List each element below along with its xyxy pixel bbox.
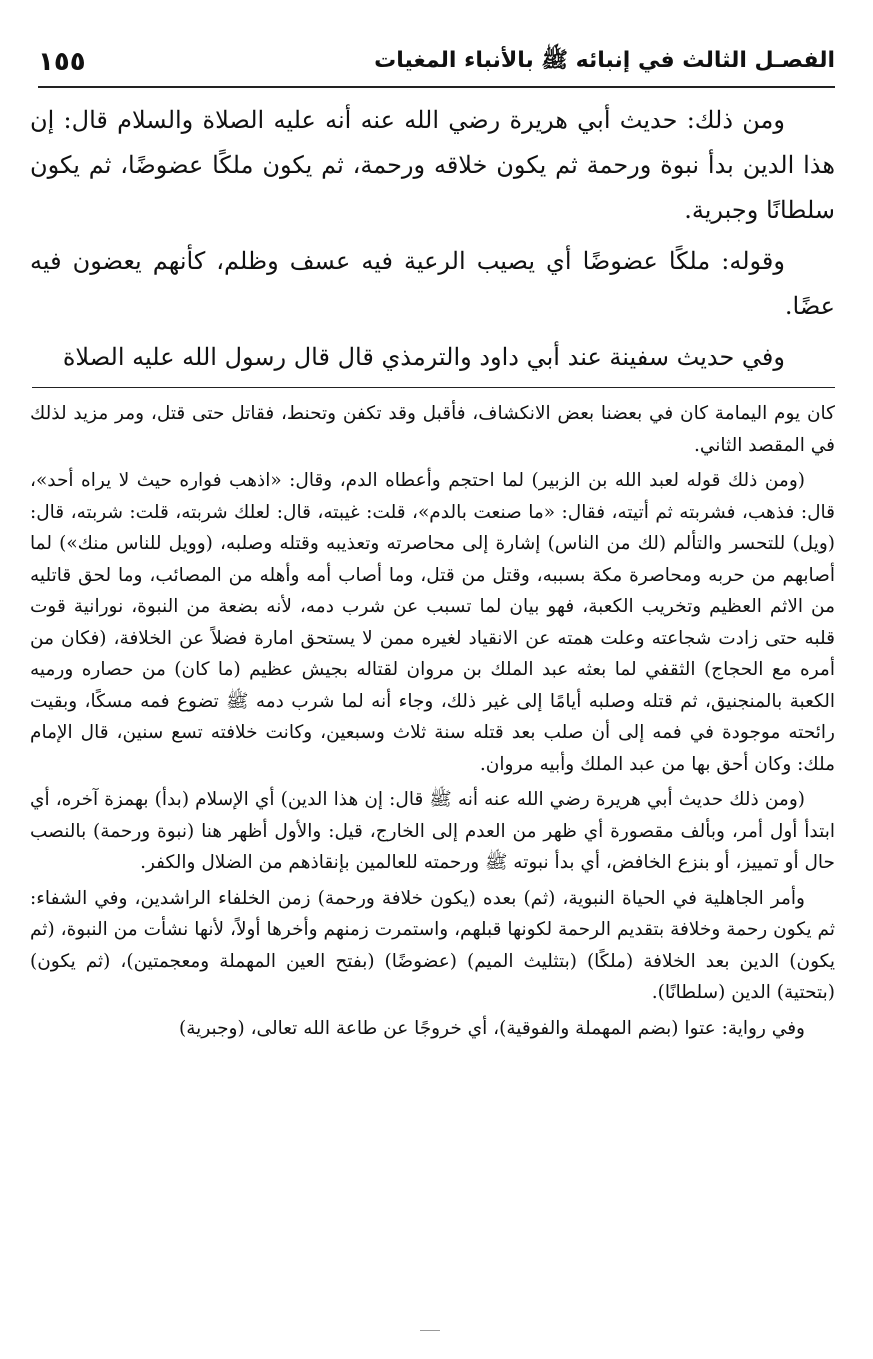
footnotes [30,398,835,1044]
chapter-title: الفصـل الثالث في إنبائه ﷺ بالأنباء المغيات [374,48,835,73]
footnote-paragraph: وأمر الجاهلية في الحياة النبوية، (ثم) بعده (يكون خلافة ورحمة) زمن الخلفاء الراشدين، وفي الشفاء: ثم يكون رحمة وخلافة بتقديم الرحمة لكونها قبلهم، واستمرت زمنهم وأخرها أولاً، لأنها نشأت من النبوة، (ثم يكون) الدين بعد الخلافة (ملكًا) (بتثليث الميم) (عضوضًا) (بفتح العين المهملة ومعجمتين)، (ثم يكون) (بتحتية) الدين (سلطانًا). [30,887,835,1003]
footnote-paragraph: كان يوم اليمامة كان في بعضنا بعض الانكشاف، فأقبل وقد تكفن وتحنط، فقاتل حتى قتل، ومر مزيد لذلك في المقصد الثاني. [30,403,835,456]
page-header [38,38,835,88]
main-text [30,98,835,380]
page-number: ١٥٥ [38,47,86,77]
footnote-paragraph: وفي رواية: عتوا (بضم المهملة والفوقية)، أي خروجًا عن طاعة الله تعالى، (وجبرية) [179,1017,805,1039]
footnote-paragraph: (ومن ذلك قوله لعبد الله بن الزبير) لما احتجم وأعطاه الدم، وقال: «اذهب فواره حيث لا يراه أحد»، قال: فذهب، فشربته ثم أتيته، فقال: «ما صنعت بالدم»، قلت: غيبته، قال: لعلك شربته، قلت: شربته، قال: (ويل) للتحسر والتألم (لك من الناس) إشارة إلى محاصرته وتعذيبه وقتله وصلبه، (وويل للناس منك») لما أصابهم من حربه ومحاصرة مكة بسببه، وقتل من قتل، وما أصاب أمه وأهله من المصائب، وما لحق قاتليه من الاثم العظيم وتخريب الكعبة، فهو بيان لما تسبب عن شرب دمه، لأنه بضعة من النبوة، نورانية قوت قلبه حتى زادت شجاعته وعلت همته عن الانقياد لغيره ممن لا يستحق امارة فضلاً عن الخلافة، (فكان من أمره مع الحجاج) الثقفي لما بعثه عبد الملك بن مروان لقتاله بجيش عظيم (ما كان) من حصاره ورميه الكعبة بالمنجنيق، ثم قتله وصلبه أيامًا إلى غير ذلك، وجاء أنه لما شرب دمه ﷺ تضوع فمه مسكًا، وبقيت رائحته موجودة في فمه إلى أن صلب بعد قتله سنة ثلاث وسبعين، وكانت خلافته تسع سنين، قال الإمام ملك: وكان أحق بها من عبد الملك وأبيه مروان. [30,470,835,775]
bottom-mark [420,1330,440,1331]
footnote-paragraph: (ومن ذلك حديث أبي هريرة رضي الله عنه أنه ﷺ قال: إن هذا الدين) أي الإسلام (بدأ) بهمزة آخره، أي ابتدأ أول أمر، وبألف مقصورة أي ظهر من العدم إلى الخارج، قيل: والأول أظهر هنا (نبوة ورحمة) بالنصب حال أو تمييز، أو بنزع الخافض، أي بدأ نبوته ﷺ ورحمته للعالمين بإنقاذهم من الضلال والكفر. [30,789,836,873]
main-paragraph: ومن ذلك: حديث أبي هريرة رضي الله عنه أنه عليه الصلاة والسلام قال: إن هذا الدين بدأ نبوة ورحمة ثم يكون خلاقه ورحمة، ثم يكون ملكًا عضوضًا، ثم يكون سلطانًا وجبرية. [30,106,835,224]
footnote-divider [32,387,835,388]
main-paragraph: وقوله: ملكًا عضوضًا أي يصيب الرعية فيه عسف وظلم، كأنهم يعضون فيه عضًا. [30,247,835,320]
main-paragraph: وفي حديث سفينة عند أبي داود والترمذي قال قال رسول الله عليه الصلاة [62,343,785,371]
